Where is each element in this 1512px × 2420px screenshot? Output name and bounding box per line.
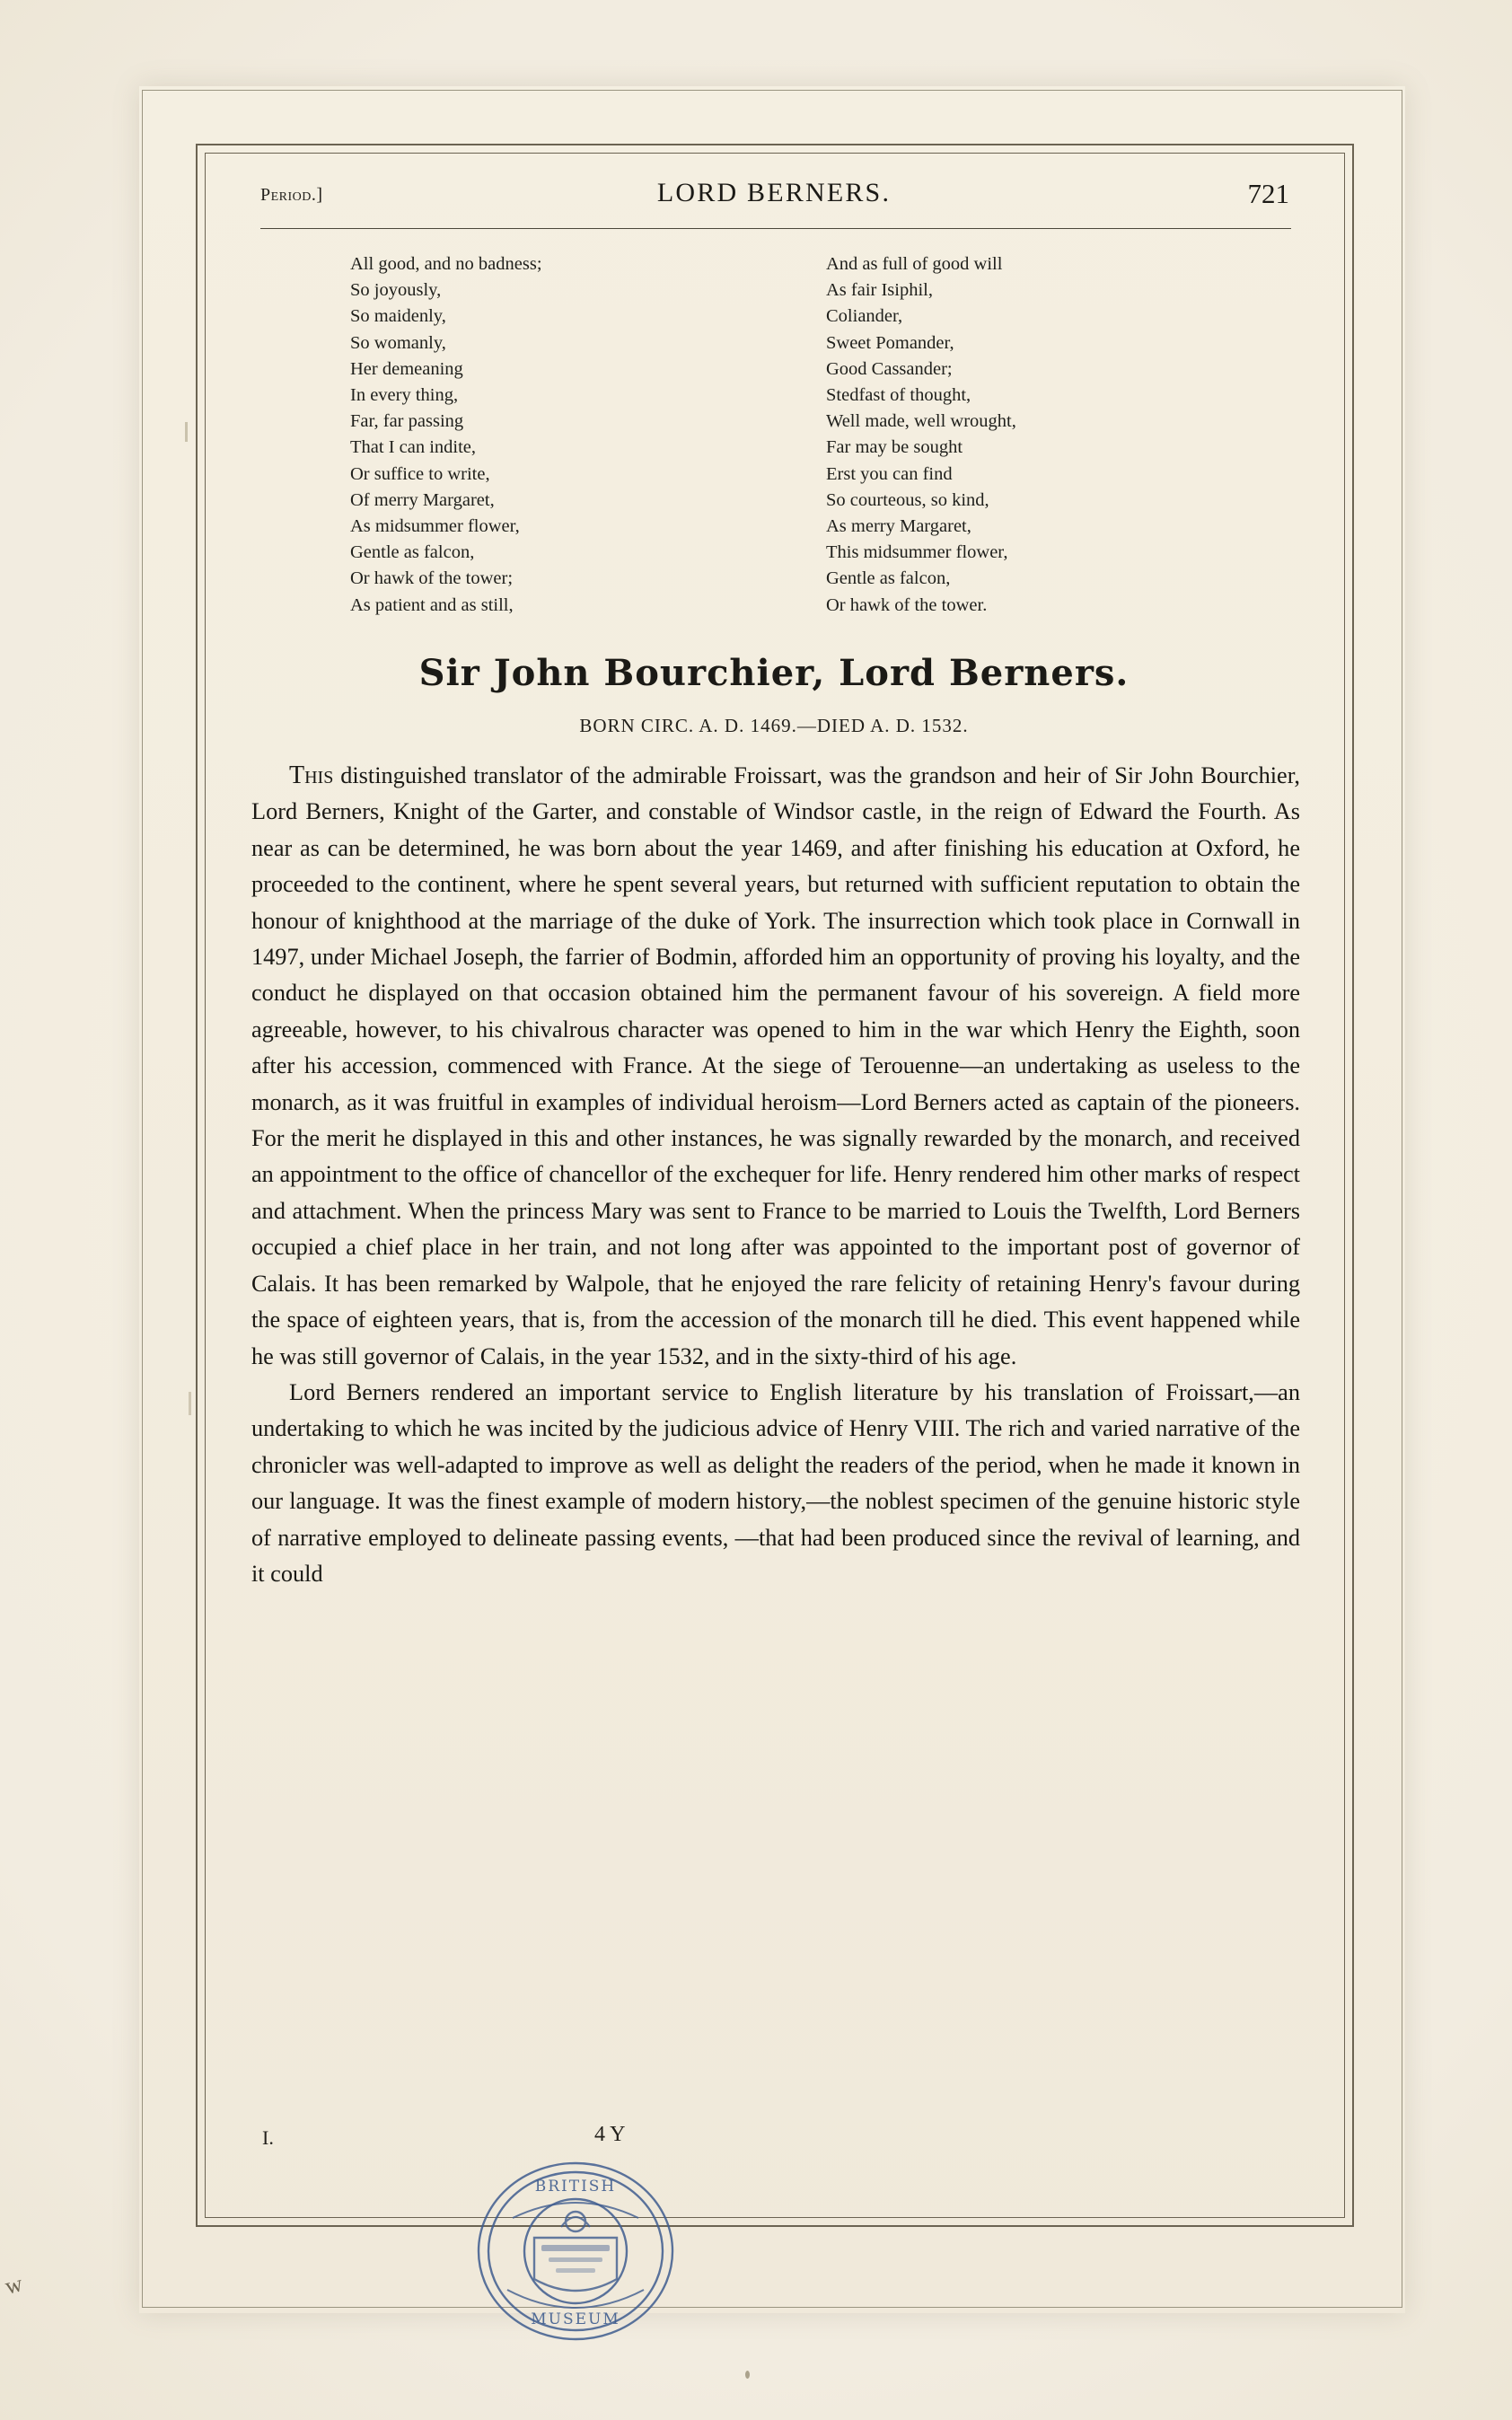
- verse-line: Or hawk of the tower.: [826, 594, 988, 615]
- verse-line: Gentle as falcon,: [826, 568, 951, 589]
- sheet-signature: 4 Y: [594, 2123, 626, 2146]
- verse-line: Sweet Pomander,: [826, 332, 954, 353]
- volume-signature: I.: [262, 2126, 274, 2149]
- verse-line: In every thing,: [350, 385, 459, 406]
- stamp-bottom-text: MUSEUM: [531, 2310, 620, 2328]
- verse-line: As fair Isiphil,: [826, 280, 933, 301]
- page-number: 721: [1247, 178, 1289, 209]
- article-body: [251, 758, 1300, 1592]
- page-speck: [745, 2371, 750, 2379]
- header-divider: [260, 228, 1291, 229]
- verse-line: All good, and no badness;: [350, 254, 542, 274]
- page-footer: [235, 2123, 1313, 2159]
- verse-line: And as full of good will: [826, 254, 1003, 274]
- verse-line: So womanly,: [350, 332, 446, 353]
- verse-line: Her demeaning: [350, 358, 463, 379]
- verse-line: So maidenly,: [350, 306, 446, 327]
- verse-line: Or suffice to write,: [350, 463, 490, 484]
- paragraph-one-text: distinguished translator of the admirable Froissart, was the grandson and heir of Sir John Bourchier, Lord Berners, Knight of the Garter, and constable of Windsor castle, in the reign of Edward the Fourth. As near as can be determined, he was born about the year 1469, and after finishing his education at Oxford, he proceeded to the continent, where he spent several years, but returned with sufficient reputation to obtain the honour of knighthood at the marriage of the duke of York. The insurrection which took place in Cornwall in 1497, under Michael Joseph, the farrier of Bodmin, afforded him an opportunity of proving his loyalty, and the conduct he displayed on that occasion obtained him the permanent favour of his sovereign. A field more agreeable, however, to his chivalrous character was opened to him in the war which Henry the Eighth, soon after his accession, commenced with France. At the siege of Terouenne—an undertaking as useless to the monarch, as it was fruitful in examples of individual heroism—Lord Berners acted as captain of the pioneers. For the merit he displayed in this and other instances, he was signally rewarded by the monarch, and received an appointment to the office of chancellor of the exchequer for life. Henry rendered him other marks of respect and attachment. When the princess Mary was sent to France to be married to Louis the Twelfth, Lord Berners occupied a chief place in her train, and not long after was appointed to the important post of governor of Calais. It has been remarked by Walpole, that he enjoyed the rare felicity of retaining Henry's favour during the space of eighteen years, that is, from the accession of the monarch till he died. This event happened while he was still governor of Calais, in the year 1532, and in the sixty-third of his age.: [251, 762, 1300, 1369]
- margin-pencil-mark: w: [2, 2270, 25, 2300]
- running-head-title: LORD BERNERS.: [656, 178, 892, 207]
- verse-line: That I can indite,: [350, 437, 477, 458]
- page-edge-mark-secondary: [189, 1392, 191, 1415]
- article-title: Sir John Bourchier, Lord Berners.: [418, 652, 1130, 694]
- verse-line: This midsummer flower,: [826, 542, 1008, 563]
- page-edge-mark: [185, 422, 188, 442]
- stamp-top-text: BRITISH: [534, 2178, 617, 2196]
- verse-line: Stedfast of thought,: [826, 385, 971, 406]
- verse-line: Coliander,: [826, 306, 903, 327]
- paragraph-opening-word: This: [289, 761, 334, 789]
- running-head: [235, 176, 1313, 223]
- verse-line: Well made, well wrought,: [826, 411, 1016, 432]
- verse-line: Far, far passing: [350, 411, 464, 432]
- paragraph-two: Lord Berners rendered an important service to English literature by his translation of Froissart,—an undertaking to which he was incited by the judicious advice of Henry VIII. The rich and varied narrative of the chronicler was well-adapted to improve as well as delight the readers of the period, when he made it known in our language. It was the finest example of modern history,—the noblest specimen of the genuine historic style of narrative employed to delineate passing events, —that had been produced since the revival of learning, and it could: [251, 1378, 1300, 1587]
- verse-line: As merry Margaret,: [826, 516, 971, 537]
- verse-column-left: [350, 251, 727, 619]
- page-content: [235, 176, 1313, 2196]
- verse-line: As patient and as still,: [350, 594, 514, 615]
- verse-line: Far may be sought: [826, 437, 963, 458]
- verse-block: [235, 251, 1313, 619]
- verse-column-right: [826, 251, 1212, 619]
- verse-line: So joyously,: [350, 280, 442, 301]
- verse-line: Good Cassander;: [826, 358, 953, 379]
- verse-line: Erst you can find: [826, 463, 953, 484]
- verse-line: As midsummer flower,: [350, 516, 520, 537]
- verse-line: Gentle as falcon,: [350, 542, 475, 563]
- article-dates: BORN CIRC. A. D. 1469.—DIED A. D. 1532.: [579, 715, 969, 736]
- paragraph-one: [251, 758, 1300, 1375]
- running-head-left: Period.]: [260, 185, 323, 205]
- verse-line: Or hawk of the tower;: [350, 568, 514, 589]
- verse-line: So courteous, so kind,: [826, 489, 989, 510]
- verse-line: Of merry Margaret,: [350, 489, 495, 510]
